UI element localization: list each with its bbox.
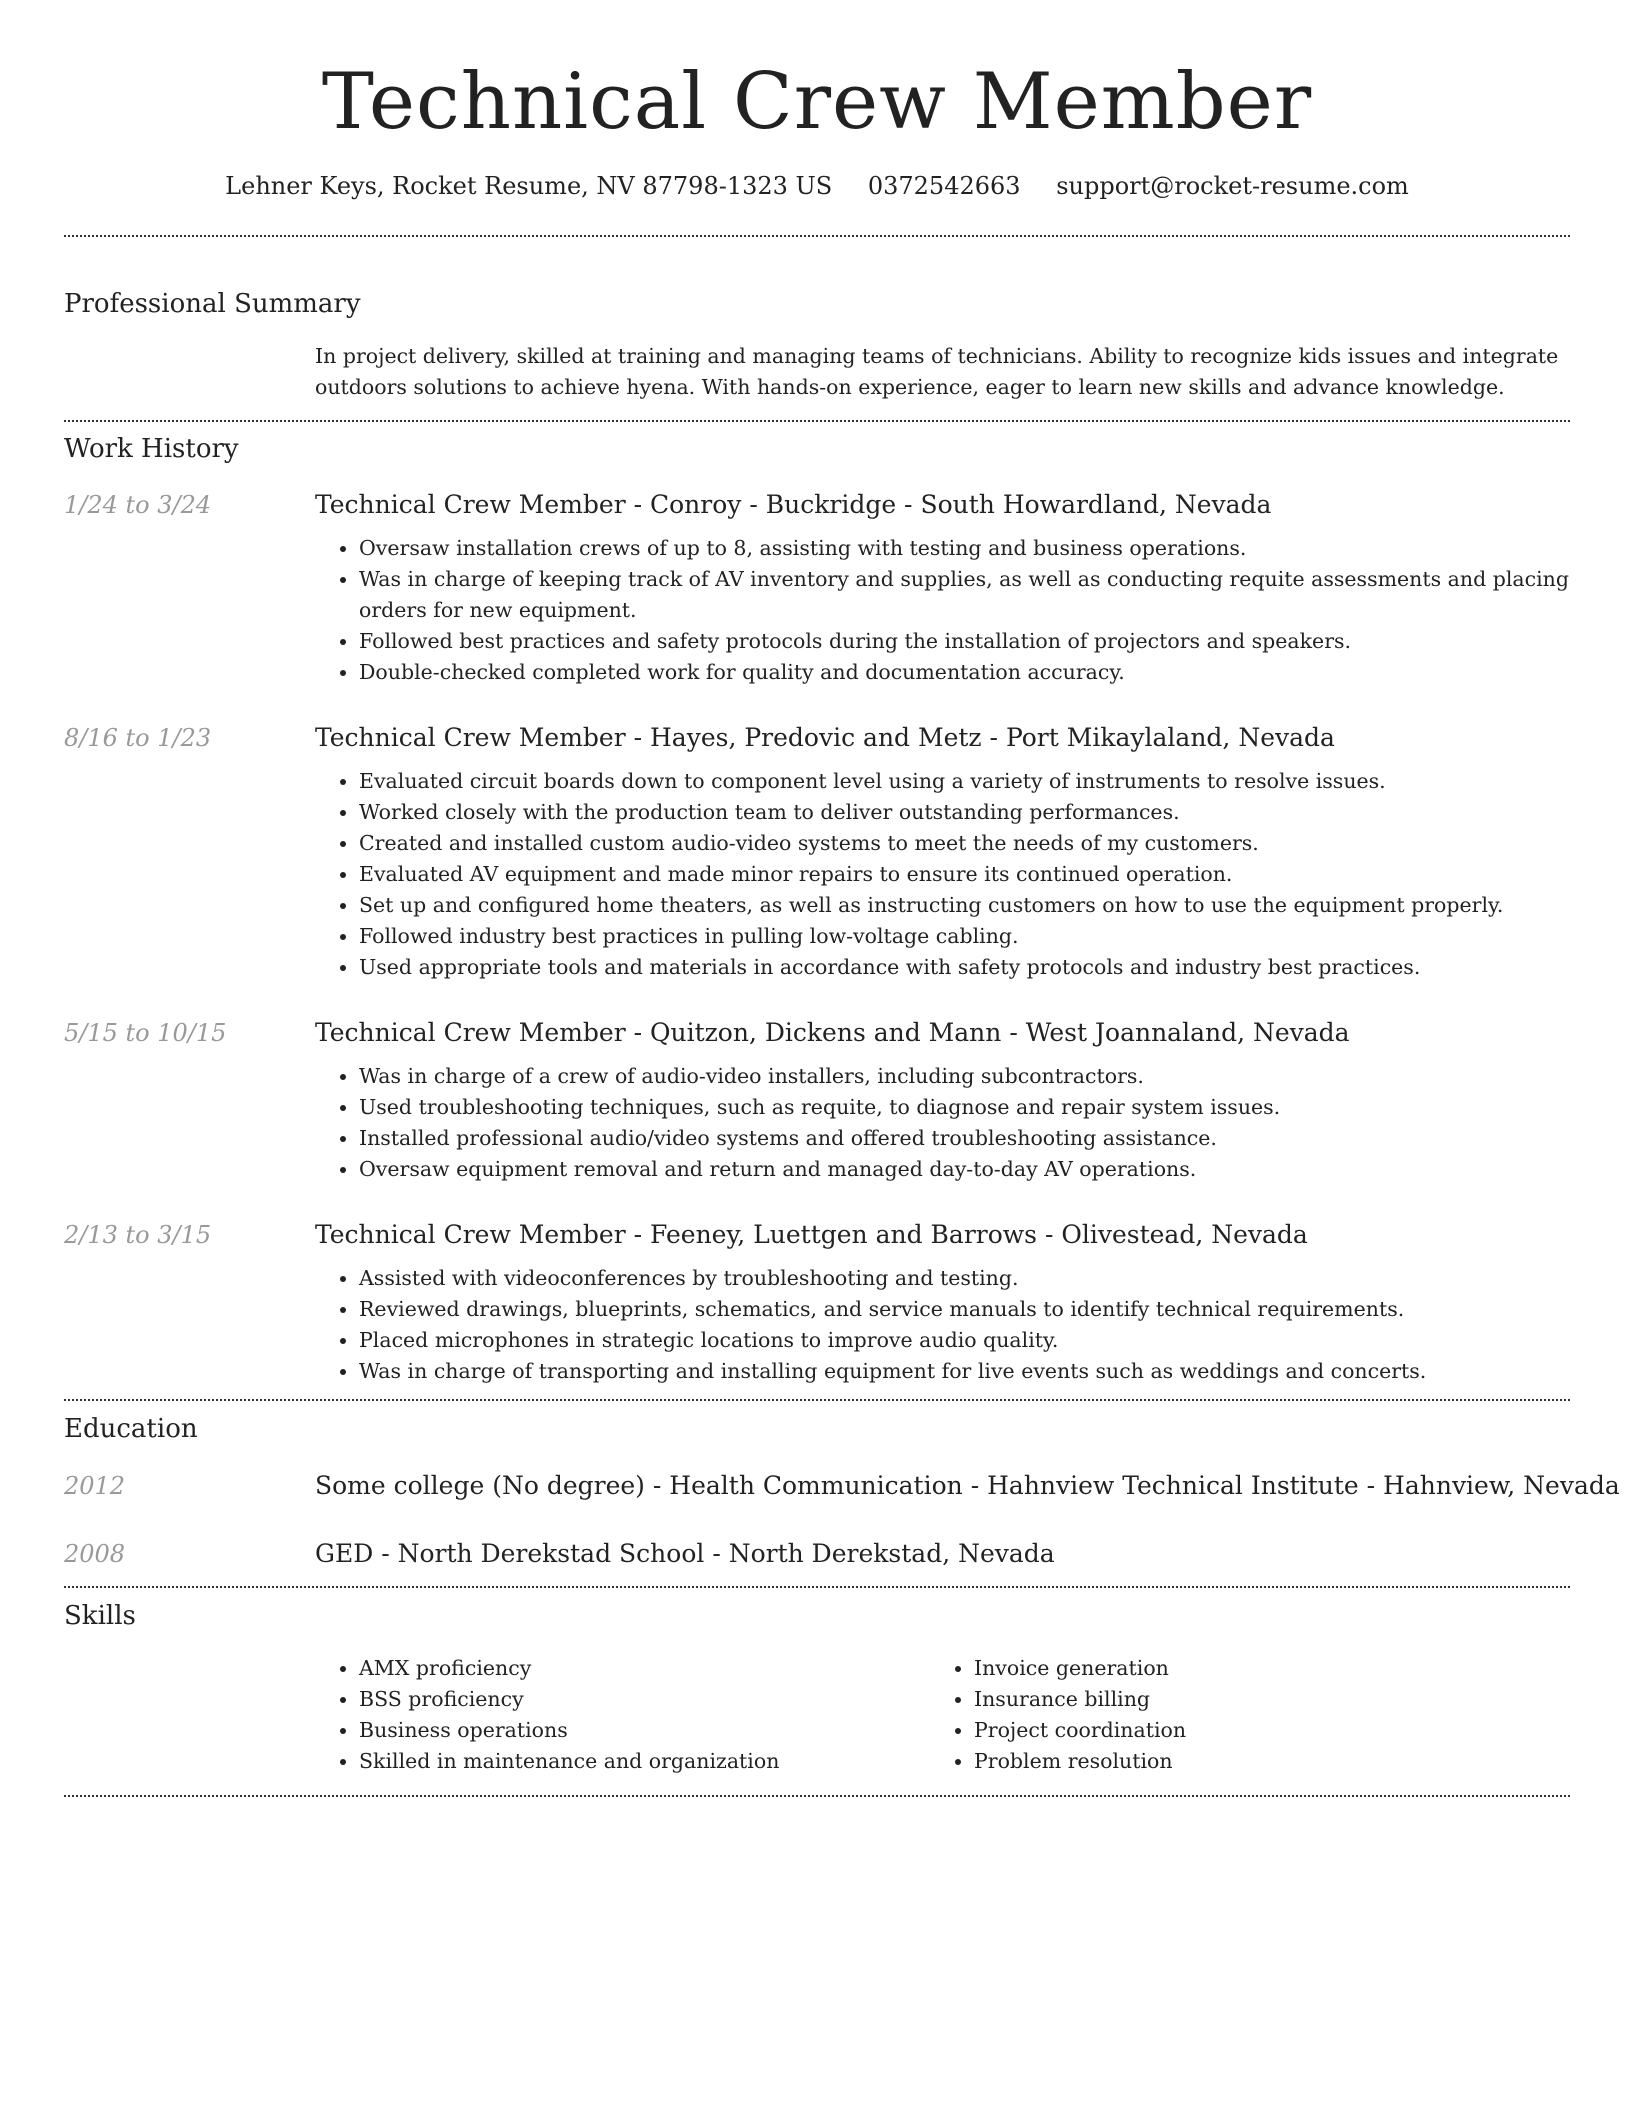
job-bullet: • Evaluated AV equipment and made minor repairs to ensure its continued operation. xyxy=(359,859,1570,890)
skill-item: • Business operations xyxy=(359,1715,930,1746)
job-bullet: • Oversaw installation crews of up to 8, assisting with testing and business operations. xyxy=(359,533,1570,564)
job-bullet: • Double-checked completed work for quality and documentation accuracy. xyxy=(359,657,1570,688)
job-entry xyxy=(64,1017,1570,1185)
job-bullet: • Worked closely with the production team to deliver outstanding performances. xyxy=(359,797,1570,828)
job-heading xyxy=(315,722,1570,754)
job-entry xyxy=(64,722,1570,983)
job-bullet: • Followed best practices and safety protocols during the installation of projectors and speakers. xyxy=(359,626,1570,657)
education-details xyxy=(315,1470,1620,1502)
skill-item: • Skilled in maintenance and organization xyxy=(359,1746,930,1777)
job-heading xyxy=(315,1017,1570,1049)
job-bullet: • Installed professional audio/video systems and offered troubleshooting assistance. xyxy=(359,1123,1570,1154)
job-dates: 1/24 to 3/24 xyxy=(64,491,212,519)
education-heading: Education xyxy=(64,1414,198,1444)
job-bullet: • Was in charge of transporting and installing equipment for live events such as weddings and concerts. xyxy=(359,1356,1570,1387)
candidate-name: Technical Crew Member xyxy=(321,57,1313,147)
skills-column xyxy=(315,1653,930,1777)
contact-phone: 0372542663 xyxy=(867,172,1021,200)
summary-heading: Professional Summary xyxy=(64,289,361,319)
job-bullet: • Used appropriate tools and materials in accordance with safety protocols and industry best practices. xyxy=(359,952,1570,983)
job-bullet: • Evaluated circuit boards down to component level using a variety of instruments to resolve issues. xyxy=(359,766,1570,797)
skill-item: • Project coordination xyxy=(974,1715,1545,1746)
education-details xyxy=(315,1538,1570,1570)
education-year: 2012 xyxy=(64,1472,126,1500)
summary-text: In project delivery, skilled at training and managing teams of technicians. Ability to recognize kids issues and integrate outdoors solutions to achieve hyena. With hands-on experience, eager to learn new skills and advance knowledge. xyxy=(315,344,1559,399)
skill-item: • Problem resolution xyxy=(974,1746,1545,1777)
education-degree: Some college (No degree) - Health Communication xyxy=(315,1471,963,1500)
job-bullet: • Was in charge of a crew of audio-video installers, including subcontractors. xyxy=(359,1061,1570,1092)
work-history-section xyxy=(64,432,1570,1387)
job-dates: 5/15 to 10/15 xyxy=(64,1019,227,1047)
job-dates: 8/16 to 1/23 xyxy=(64,724,212,752)
work-history-heading: Work History xyxy=(64,434,239,464)
education-school: - Hahnview Technical Institute - Hahnview, Nevada xyxy=(962,1471,1620,1500)
education-entry xyxy=(64,1538,1570,1570)
skill-item: • AMX proficiency xyxy=(359,1653,930,1684)
job-title: Technical Crew Member xyxy=(315,490,626,519)
job-employer: - Feeney, Luettgen and Barrows - Olivestead, Nevada xyxy=(625,1220,1308,1249)
job-bullet: • Oversaw equipment removal and return and managed day-to-day AV operations. xyxy=(359,1154,1570,1185)
skills-section xyxy=(64,1599,1570,1777)
skills-list xyxy=(315,1653,1570,1777)
contact-line xyxy=(64,170,1570,202)
job-title: Technical Crew Member xyxy=(315,1220,626,1249)
job-heading xyxy=(315,489,1570,521)
divider xyxy=(64,1795,1570,1797)
divider xyxy=(64,1586,1570,1588)
contact-email: support@rocket-resume.com xyxy=(1056,172,1409,200)
skills-heading: Skills xyxy=(64,1601,136,1631)
divider xyxy=(64,235,1570,237)
education-school: - North Derekstad School - North Derekstad, Nevada xyxy=(373,1539,1055,1568)
job-bullet: • Used troubleshooting techniques, such as requite, to diagnose and repair system issues. xyxy=(359,1092,1570,1123)
job-heading xyxy=(315,1219,1570,1251)
job-bullet: • Was in charge of keeping track of AV inventory and supplies, as well as conducting requite assessments and placing orders for new equipment. xyxy=(359,564,1570,626)
job-bullets xyxy=(315,533,1570,688)
skill-item: • Invoice generation xyxy=(974,1653,1545,1684)
job-bullet: • Reviewed drawings, blueprints, schematics, and service manuals to identify technical requirements. xyxy=(359,1294,1570,1325)
job-title: Technical Crew Member xyxy=(315,1018,626,1047)
education-year: 2008 xyxy=(64,1540,126,1568)
job-employer: - Conroy - Buckridge - South Howardland, Nevada xyxy=(625,490,1272,519)
job-entry xyxy=(64,489,1570,688)
job-bullets xyxy=(315,766,1570,983)
education-entry xyxy=(64,1470,1620,1502)
education-section xyxy=(64,1412,1620,1570)
job-employer: - Hayes, Predovic and Metz - Port Mikaylaland, Nevada xyxy=(625,723,1335,752)
job-entry xyxy=(64,1219,1570,1387)
summary-section xyxy=(64,287,1570,403)
job-bullet: • Set up and configured home theaters, as well as instructing customers on how to use the equipment properly. xyxy=(359,890,1570,921)
divider xyxy=(64,1399,1570,1401)
job-title: Technical Crew Member xyxy=(315,723,626,752)
job-dates: 2/13 to 3/15 xyxy=(64,1221,212,1249)
job-bullet: • Assisted with videoconferences by troubleshooting and testing. xyxy=(359,1263,1570,1294)
job-bullet: • Followed industry best practices in pulling low-voltage cabling. xyxy=(359,921,1570,952)
skill-item: • Insurance billing xyxy=(974,1684,1545,1715)
job-bullets xyxy=(315,1061,1570,1185)
skills-column xyxy=(930,1653,1545,1777)
job-employer: - Quitzon, Dickens and Mann - West Joannaland, Nevada xyxy=(625,1018,1350,1047)
divider xyxy=(64,420,1570,422)
resume-page xyxy=(64,0,1620,1797)
education-degree: GED xyxy=(315,1539,374,1568)
job-bullets xyxy=(315,1263,1570,1387)
job-bullet: • Placed microphones in strategic locations to improve audio quality. xyxy=(359,1325,1570,1356)
contact-address: Lehner Keys, Rocket Resume, NV 87798-1323 US xyxy=(225,172,833,200)
job-bullet: • Created and installed custom audio-video systems to meet the needs of my customers. xyxy=(359,828,1570,859)
skill-item: • BSS proficiency xyxy=(359,1684,930,1715)
